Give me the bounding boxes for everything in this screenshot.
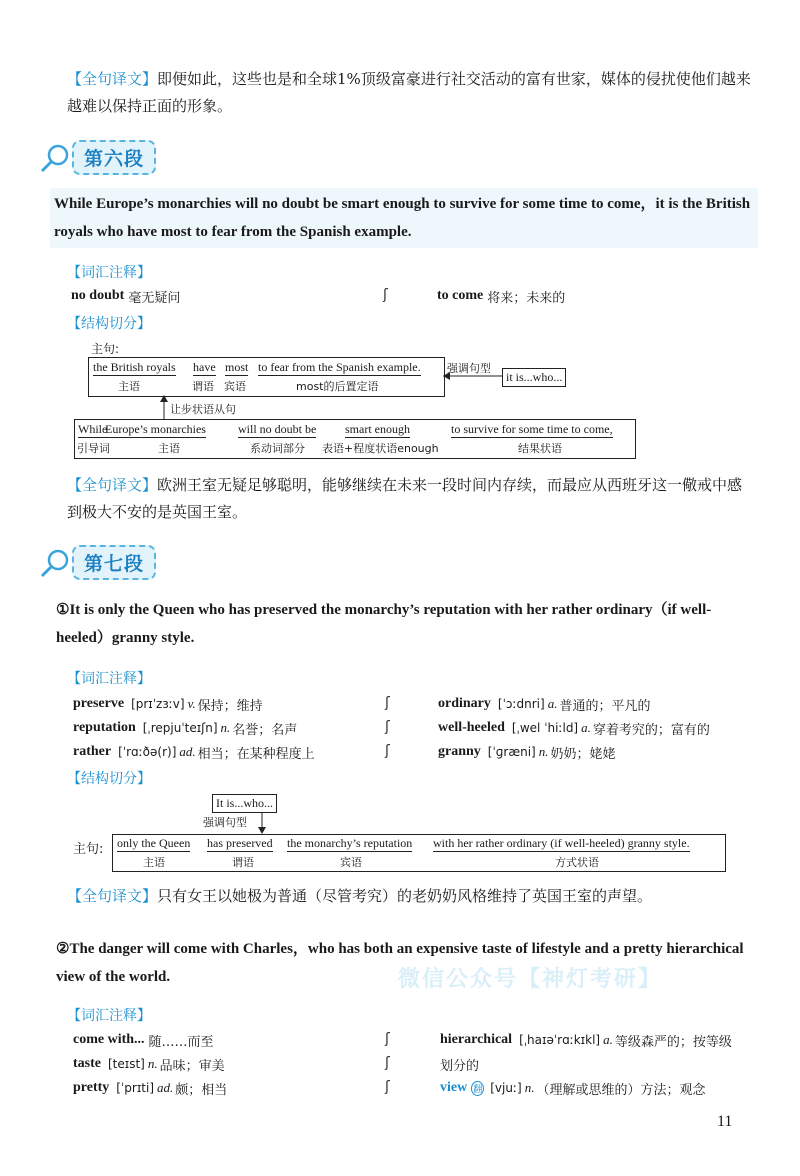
label-object: 宾语 (224, 380, 246, 393)
label-predicative: 表语+程度状语enough (322, 442, 439, 455)
emphasis-box: It is...who... (212, 794, 277, 813)
vocab-item: 划分的 (440, 1058, 480, 1074)
seg-predicate: have (193, 360, 216, 374)
seg-predicative: smart enough (345, 422, 410, 436)
emphasis-label: 强调句型 (447, 362, 491, 375)
vocab-item: pretty [ˈprɪti] ad. 颇；相当 (73, 1080, 228, 1098)
vocab-item: no doubt 毫无疑问 (71, 288, 181, 306)
main-clause-label: 主句: (73, 842, 104, 857)
label-subject: 主语 (118, 380, 140, 393)
translation-badge-icon: 翻 (471, 1081, 484, 1096)
concession-label: 让步状语从句 (170, 403, 236, 416)
section-7-sentence-2: ②The danger will come with Charles，who has both an expensive taste of lifestyle and a pretty hierarchical view of the world. (56, 941, 744, 985)
vocab-item: come with... 随……而至 (73, 1032, 214, 1050)
label-predicate: 谓语 (232, 856, 254, 869)
vocab-label: 【词汇注释】 (67, 1008, 151, 1024)
translation-text: 即便如此，这些也是和全球1%顶级富豪进行社交活动的富有世家，媒体的侵扰使他们越来越难以保持正面的形象。 (67, 70, 751, 115)
label-sub-subject: 主语 (158, 442, 180, 455)
main-clause-label: 主句: (91, 342, 120, 356)
wave-separator: ʃ (383, 287, 388, 303)
seg-result: to survive for some time to come, (451, 422, 613, 436)
label-conj: 引导词 (77, 442, 110, 455)
section-6-sentence: While Europe’s monarchies will no doubt be smart enough to survive for some time to come，it is the British royals who have most to fear from the Spanish example. (50, 188, 758, 248)
wave-separator: ʃ (385, 1055, 390, 1071)
vocab-item: rather [ˈrɑːðə(r)] ad. 相当；在某种程度上 (73, 744, 315, 762)
emphasis-box: it is...who... (502, 368, 566, 387)
seg-object: most (225, 360, 249, 374)
seg-object: the monarchy’s reputation (287, 836, 413, 850)
structure-label: 【结构切分】 (67, 771, 151, 787)
vocab-label: 【词汇注释】 (67, 671, 151, 687)
label-object: 宾语 (340, 856, 362, 869)
seg-sub-subject: Europe’s monarchies (105, 422, 206, 436)
label-attributive: most的后置定语 (296, 380, 379, 393)
label-result: 结果状语 (518, 442, 562, 455)
section-title: 第七段 (72, 545, 156, 580)
vocab-item: ordinary [ˈɔːdnri] a. 普通的；平凡的 (438, 696, 651, 714)
emphasis-label: 强调句型 (203, 816, 247, 829)
page-number: 11 (717, 1113, 733, 1130)
vocab-label: 【词汇注释】 (67, 265, 151, 281)
section-6-translation: 【全句译文】欧洲王室无疑足够聪明，能够继续在未来一段时间内存续，而最应从西班牙这一儆戒中感到极大不安的是英国王室。 (67, 476, 743, 521)
vocab-item: reputation [ˌrepjuˈteɪʃn] n. 名誉；名声 (73, 720, 298, 738)
vocab-item: taste [teɪst] n. 品味；审美 (73, 1056, 225, 1074)
vocab-right-column (440, 1028, 732, 1100)
vocab-item: well-heeled [ˌwel ˈhiːld] a. 穿着考究的；富有的 (438, 720, 710, 738)
wave-separator: ʃ (385, 1031, 390, 1047)
label-predicate: 谓语 (192, 380, 214, 393)
seg-manner: with her rather ordinary (if well-heeled) granny style. (433, 836, 690, 850)
watermark: 微信公众号【神灯考研】 (398, 967, 663, 992)
seg-subject: only the Queen (117, 836, 191, 850)
seg-attributive: to fear from the Spanish example. (258, 360, 421, 374)
structure-label: 【结构切分】 (67, 316, 151, 332)
seg-conj: While (78, 422, 108, 436)
vocab-item: granny [ˈɡræni] n. 奶奶；姥姥 (438, 744, 616, 762)
label-subject: 主语 (143, 856, 165, 869)
wave-separator: ʃ (385, 743, 390, 759)
section-7-translation-1: 【全句译文】只有女王以她极为普通（尽管考究）的老奶奶风格维持了英国王室的声望。 (67, 887, 653, 905)
label-linking-verb: 系动词部分 (250, 442, 305, 455)
vocab-left-column (73, 1028, 227, 1100)
vocab-item: preserve [prɪˈzɜːv] v. 保持；维持 (73, 696, 263, 714)
section-7-sentence-1: ①It is only the Queen who has preserved the monarchy’s reputation with her rather ordinary（if well-heeled）granny style. (56, 602, 712, 646)
vocab-item: view 翻 [vjuː] n. （理解或思维的）方法；观念 (440, 1080, 706, 1098)
label-manner: 方式状语 (555, 856, 599, 869)
seg-subject: the British royals (93, 360, 176, 374)
wave-separator: ʃ (385, 695, 390, 711)
translation-label: 【全句译文】 (67, 70, 158, 88)
seg-linking-verb: will no doubt be (238, 422, 317, 436)
wave-separator: ʃ (385, 719, 390, 735)
seg-predicate: has preserved (207, 836, 273, 850)
vocab-item: hierarchical [ˌhaɪəˈrɑːkɪkl] a. 等级森严的；按等级 (440, 1032, 732, 1050)
vocab-item: to come 将来；未来的 (437, 288, 566, 306)
section-title: 第六段 (72, 140, 156, 175)
wave-separator: ʃ (385, 1079, 390, 1095)
